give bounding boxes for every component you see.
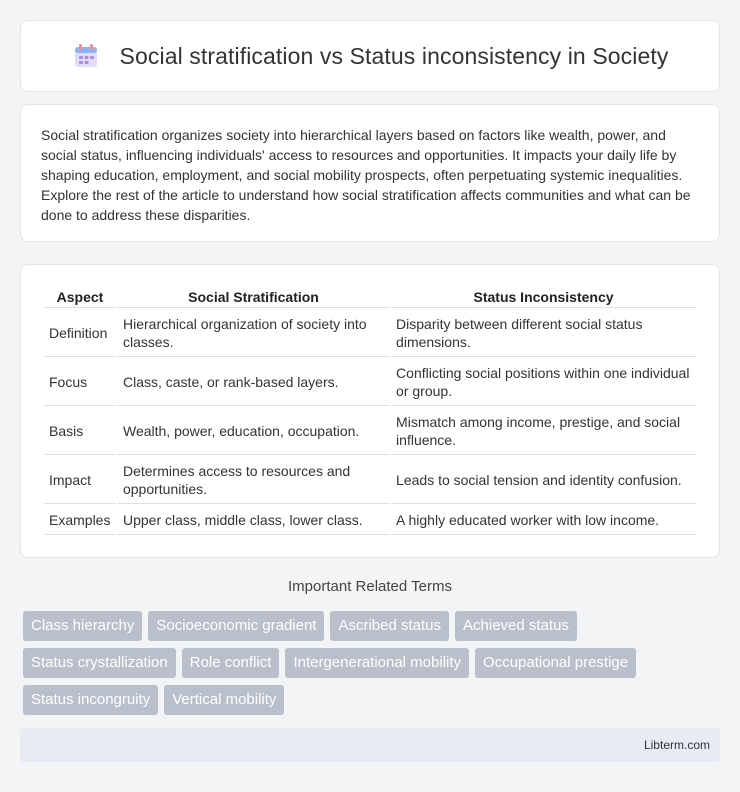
column-header-status-inconsistency: Status Inconsistency xyxy=(391,287,696,308)
table-cell: Mismatch among income, prestige, and social influence. xyxy=(391,408,696,455)
table-cell-aspect: Impact xyxy=(44,457,116,504)
table-cell-aspect: Basis xyxy=(44,408,116,455)
related-term-tag[interactable]: Intergenerational mobility xyxy=(285,648,469,678)
table-cell: Conflicting social positions within one individual or group. xyxy=(391,359,696,406)
table-cell-aspect: Examples xyxy=(44,506,116,535)
related-term-tag[interactable]: Ascribed status xyxy=(330,611,449,641)
header-card xyxy=(20,20,720,92)
related-term-tag[interactable]: Achieved status xyxy=(455,611,577,641)
related-terms-list xyxy=(23,611,723,715)
column-header-aspect: Aspect xyxy=(44,287,116,308)
table-cell-aspect: Focus xyxy=(44,359,116,406)
footer-brand-link[interactable]: Libterm.com xyxy=(643,738,710,752)
table-cell: Disparity between different social status dimensions. xyxy=(391,310,696,357)
table-cell: A highly educated worker with low income. xyxy=(391,506,696,535)
comparison-table xyxy=(42,285,698,537)
table-cell: Leads to social tension and identity confusion. xyxy=(391,457,696,504)
table-cell: Hierarchical organization of society into classes. xyxy=(118,310,389,357)
table-cell: Determines access to resources and opportunities. xyxy=(118,457,389,504)
comparison-table-card xyxy=(20,264,720,558)
related-term-tag[interactable]: Role conflict xyxy=(182,648,280,678)
table-row xyxy=(44,506,696,535)
related-terms-title: Important Related Terms xyxy=(288,578,452,595)
table-row xyxy=(44,408,696,455)
related-term-tag[interactable]: Socioeconomic gradient xyxy=(148,611,324,641)
related-term-tag[interactable]: Occupational prestige xyxy=(475,648,636,678)
table-cell-aspect: Definition xyxy=(44,310,116,357)
table-cell: Wealth, power, education, occupation. xyxy=(118,408,389,455)
table-cell: Class, caste, or rank-based layers. xyxy=(118,359,389,406)
calendar-icon xyxy=(72,42,100,70)
table-cell: Upper class, middle class, lower class. xyxy=(118,506,389,535)
footer xyxy=(20,728,720,762)
table-row xyxy=(44,310,696,357)
related-term-tag[interactable]: Class hierarchy xyxy=(23,611,142,641)
related-term-tag[interactable]: Vertical mobility xyxy=(164,685,284,715)
page-title: Social stratification vs Status inconsistency in Society xyxy=(119,42,669,69)
related-term-tag[interactable]: Status incongruity xyxy=(23,685,158,715)
table-header-row xyxy=(44,287,696,308)
column-header-social-stratification: Social Stratification xyxy=(118,287,389,308)
intro-card xyxy=(20,104,720,242)
table-row xyxy=(44,457,696,504)
intro-text: Social stratification organizes society into hierarchical layers based on factors like wealth, power, and social status, influencing individuals' access to resources and opportunities. It impacts your daily life by shaping education, employment, and social mobility prospects, often perpetuating systemic inequalities. Explore the rest of the article to understand how social stratification affects communities and what can be done to address these disparities. xyxy=(41,127,691,223)
related-term-tag[interactable]: Status crystallization xyxy=(23,648,176,678)
table-row xyxy=(44,359,696,406)
